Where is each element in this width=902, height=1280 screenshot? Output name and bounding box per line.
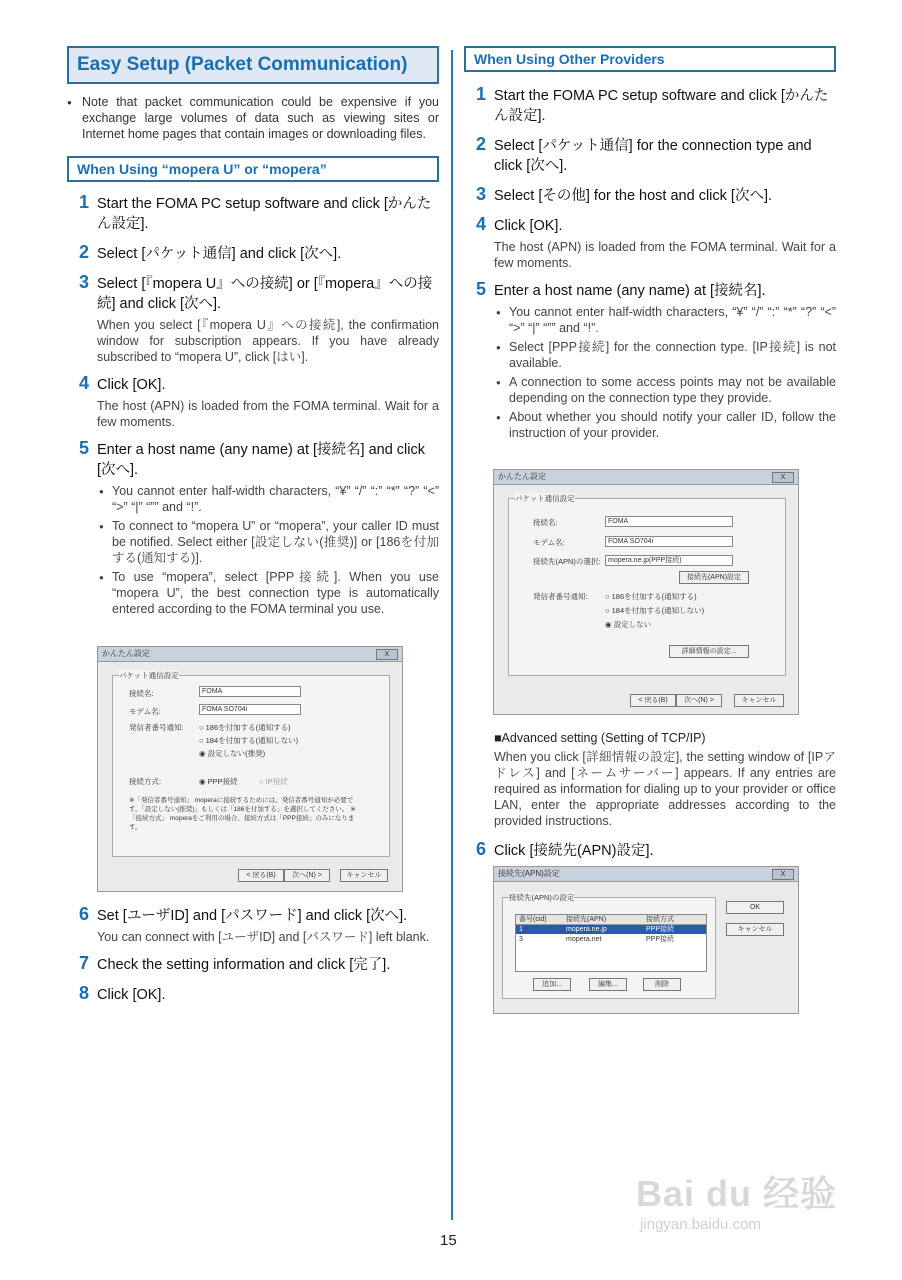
- apn-select: mopera.ne.jp(PPP接続): [605, 555, 733, 566]
- advanced-setting: [464, 731, 836, 861]
- intro-note: ● Note that packet communication could be expensive if you exchange large volumes of data such as viewing sites or Internet home pages that contain images or downloading files.: [67, 94, 439, 142]
- modem-field: FOMA SO704i: [605, 536, 733, 547]
- cancel-button: キャンセル: [734, 694, 784, 707]
- apn-table: [515, 914, 707, 972]
- step-3: 3 Select [『mopera U』への接続] or [『mopera』への接続] and click [次へ].: [79, 272, 433, 312]
- dialog-titlebar: 接続先(APN)設定 X: [494, 867, 798, 882]
- back-button: < 戻る(B): [238, 869, 284, 882]
- section-header-other: When Using Other Providers: [464, 46, 836, 72]
- cancel-button: キャンセル: [340, 869, 388, 882]
- caller-label: 発信者番号通知:: [129, 723, 184, 732]
- close-icon: X: [772, 472, 794, 483]
- table-row: 3 mopera.net PPP接続: [519, 936, 675, 943]
- step-5-bullet: ● About whether you should notify your caller ID, follow the instruction of your provider.: [464, 409, 836, 441]
- step-4: 4 Click [OK].: [79, 373, 166, 393]
- easy-setup-dialog-screenshot: [97, 646, 403, 892]
- step-5-bullet: ● Select [PPP接続] for the connection type. [IP接続] is not available.: [464, 339, 836, 371]
- dialog-titlebar: かんたん設定 X: [98, 647, 402, 662]
- section-header-mopera: When Using “mopera U” or “mopera”: [67, 156, 439, 182]
- step-2: 2 Select [パケット通信] and click [次へ].: [79, 242, 342, 262]
- column-divider: [451, 50, 453, 1220]
- close-icon: X: [772, 869, 794, 880]
- step-5-bullet: ● To use “mopera”, select [PPP接続]. When you use “mopera U”, the best connection type is automatically entered according to the FOMA terminal you use.: [67, 569, 439, 617]
- next-button: 次へ(N) >: [676, 694, 722, 707]
- easy-setup-dialog-screenshot: [493, 469, 799, 715]
- next-button: 次へ(N) >: [284, 869, 330, 882]
- radio-no-setting: ◉ 設定しない(推奨): [199, 749, 266, 758]
- table-header: 番号(cid) 接続先(APN) 接続方式: [516, 915, 706, 925]
- page-title: Easy Setup (Packet Communication): [67, 46, 439, 84]
- step-5: 5 Enter a host name (any name) at [接続名].: [476, 279, 766, 299]
- radio-ppp: ◉ PPP接続: [199, 777, 238, 786]
- baidu-watermark-url: jingyan.baidu.com: [640, 1216, 761, 1233]
- step-5-bullet: ● You cannot enter half-width characters, “¥” “/” “:” “*” “?” “<” “>” “|” “”” and “!”.: [464, 304, 836, 336]
- type-label: 接続方式:: [129, 777, 162, 786]
- radio-184: ○ 184を付加する(通知しない): [199, 736, 299, 745]
- step-5-bullet: ● You cannot enter half-width characters, “¥” “/” “:” “*” “?” “<” “>” “|” “”” and “!”.: [67, 483, 439, 515]
- apn-settings-dialog-screenshot: [493, 866, 799, 1014]
- dialog-panel: [502, 893, 716, 999]
- modem-label: モデム名:: [129, 707, 161, 716]
- delete-button: 削除: [643, 978, 681, 991]
- step-4-note: The host (APN) is loaded from the FOMA terminal. Wait for a few moments.: [97, 399, 439, 429]
- edit-button: 編集...: [589, 978, 627, 991]
- step-5-bullet: ● To connect to “mopera U” or “mopera”, your caller ID must be notified. Select either [設定しない(推奨)] or [186を付加する(通知する)].: [67, 518, 439, 566]
- dialog-titlebar: かんたん設定 X: [494, 470, 798, 485]
- detail-settings-button: 詳細情報の設定...: [669, 645, 749, 658]
- radio-186: ○ 186を付加する(通知する): [605, 592, 697, 601]
- step-3: 3 Select [その他] for the host and click [次へ].: [476, 184, 773, 204]
- cancel-button: キャンセル: [726, 923, 784, 936]
- step-2: 2 Select [パケット通信] for the connection type and click [次へ].: [476, 134, 812, 174]
- step-5: 5 Enter a host name (any name) at [接続名] and click [次へ].: [79, 438, 425, 478]
- radio-ip: ○ IP接続: [259, 777, 288, 786]
- baidu-watermark: Bai du 经验: [636, 1173, 838, 1214]
- apn-settings-button: 接続先(APN)設定: [679, 571, 749, 584]
- caller-label: 発信者番号通知:: [533, 592, 588, 601]
- step-1: 1 Start the FOMA PC setup software and click [かんたん設定].: [79, 192, 432, 232]
- group-label: パケット通信設定: [515, 494, 575, 503]
- step-3-note: When you select [『mopera U』への接続], the confirmation window for subscription appears. If you have already subscribed to “mopera U”, click [はい].: [97, 318, 439, 364]
- advanced-heading: ■Advanced setting (Setting of TCP/IP): [494, 731, 706, 745]
- group-label: パケット通信設定: [119, 671, 179, 680]
- radio-184: ○ 184を付加する(通知しない): [605, 606, 705, 615]
- modem-label: モデム名:: [533, 538, 565, 547]
- back-button: < 戻る(B): [630, 694, 676, 707]
- right-column: [464, 46, 836, 441]
- ok-button: OK: [726, 901, 784, 914]
- dialog-panel: [508, 494, 786, 676]
- advanced-text: When you click [詳細情報の設定], the setting window of [IPアドレス] and [ネームサーバー] appears. If any entries are required as information for dialing up to your provider or office LAN, enter the appropriate addresses according to the provided instructions.: [494, 750, 836, 828]
- close-icon: X: [376, 649, 398, 660]
- dialog-notes: ※「発信者番号通知」 moperaに接続するためには、発信者番号通知が必要です。「設定しない(推奨)」もしくは「186を付加する」を選択してください。 ※「接続方式」 moperaをご利用の場合、接続方式は「PPP接続」のみになります。: [129, 797, 356, 831]
- step-6-note: You can connect with [ユーザID] and [パスワード] left blank.: [97, 930, 430, 944]
- page-number: 15: [440, 1232, 457, 1249]
- add-button: 追加...: [533, 978, 571, 991]
- step-4: 4 Click [OK].: [476, 214, 563, 234]
- apn-label: 接続先(APN)の選択:: [533, 557, 601, 566]
- step-7: 7 Check the setting information and click [完了].: [79, 953, 391, 973]
- name-field: FOMA: [199, 686, 301, 697]
- table-row: 1 mopera.ne.jp PPP接続: [516, 925, 706, 934]
- dialog-panel: [112, 671, 390, 857]
- group-label: 接続先(APN)の設定: [509, 893, 575, 902]
- step-6: 6 Click [接続先(APN)設定].: [476, 839, 654, 859]
- radio-no-setting: ◉ 設定しない: [605, 620, 652, 629]
- step-5-bullet: ● A connection to some access points may not be available depending on the connection type they provide.: [464, 374, 836, 406]
- radio-186: ○ 186を付加する(通知する): [199, 723, 291, 732]
- modem-field: FOMA SO704i: [199, 704, 301, 715]
- step-1: 1 Start the FOMA PC setup software and click [かんたん設定].: [476, 84, 829, 124]
- name-label: 接続名:: [533, 518, 558, 527]
- left-column-lower: [67, 906, 439, 1005]
- step-4-note: The host (APN) is loaded from the FOMA terminal. Wait for a few moments.: [494, 240, 836, 270]
- step-6: 6 Set [ユーザID] and [パスワード] and click [次へ].: [79, 904, 408, 924]
- step-8: 8 Click [OK].: [79, 983, 166, 1003]
- left-column: [67, 46, 439, 617]
- name-label: 接続名:: [129, 689, 154, 698]
- name-field: FOMA: [605, 516, 733, 527]
